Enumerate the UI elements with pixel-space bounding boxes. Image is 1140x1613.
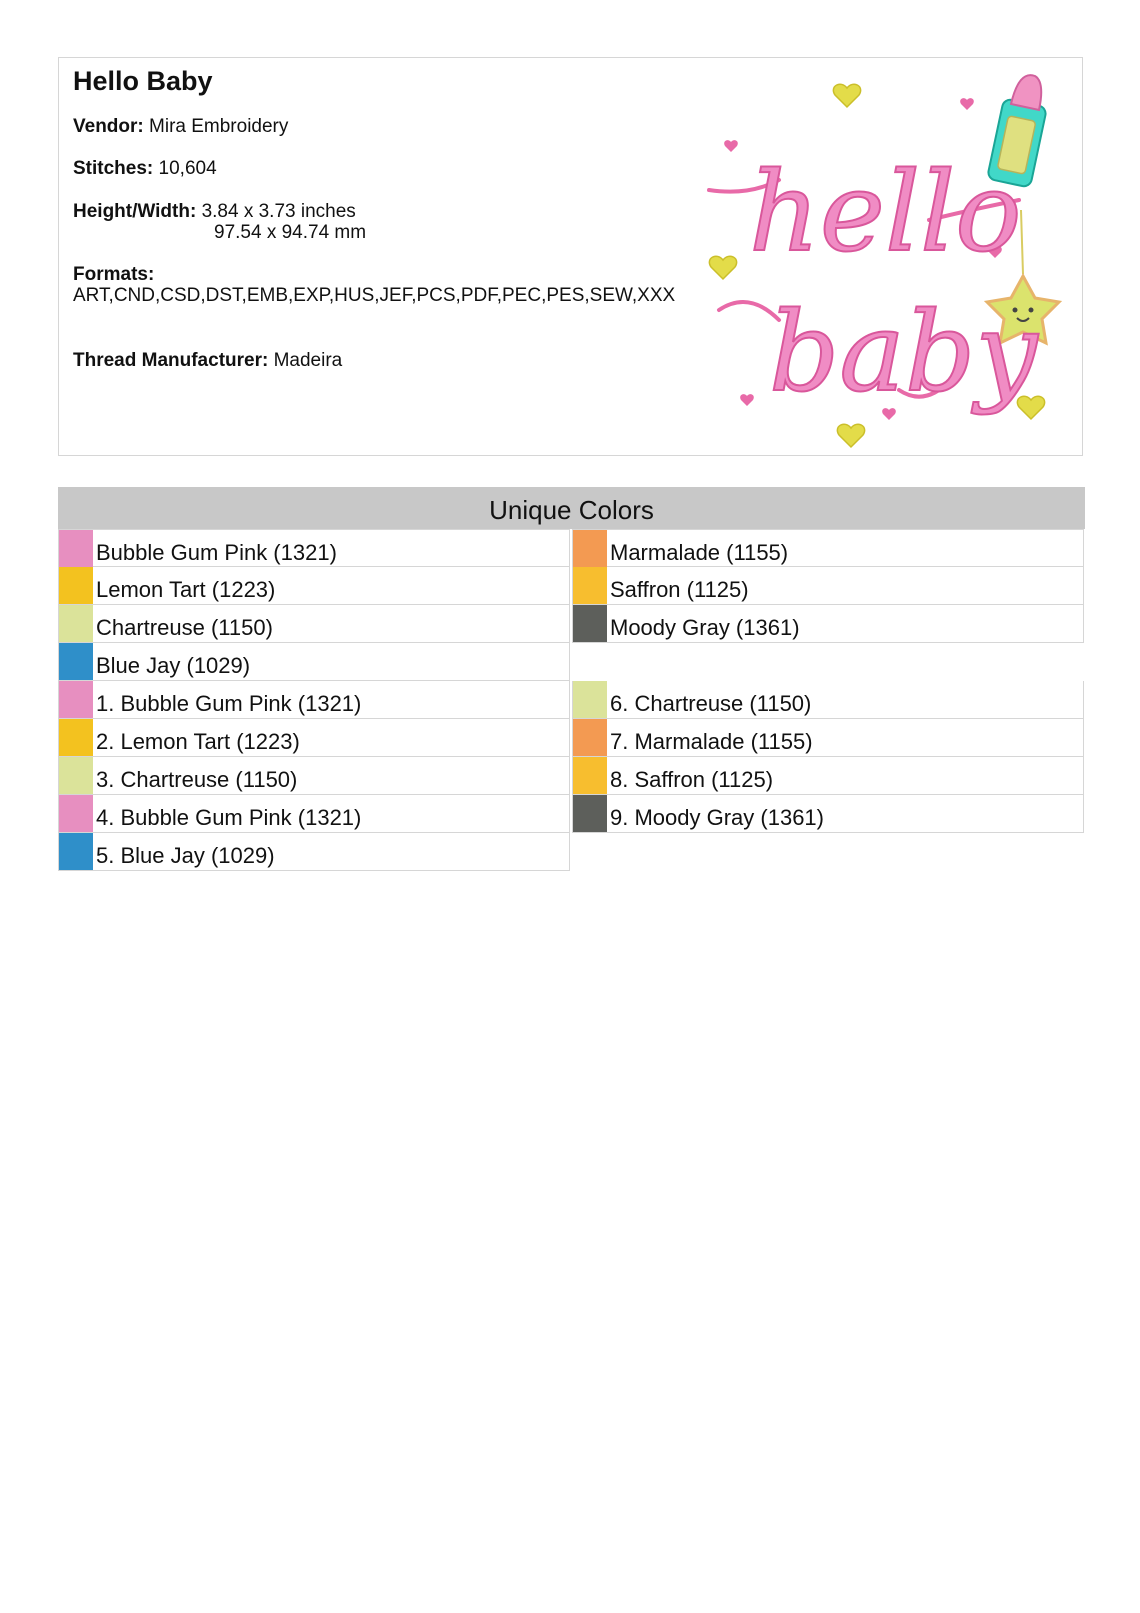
color-label: 7. Marmalade (1155) xyxy=(610,729,813,754)
stitches-field xyxy=(73,158,217,179)
color-swatch xyxy=(59,681,93,718)
stitches-label: Stitches: xyxy=(73,158,154,179)
color-row xyxy=(572,757,1084,795)
svg-text:hello: hello xyxy=(749,148,1022,276)
color-row xyxy=(58,529,570,567)
color-label: 2. Lemon Tart (1223) xyxy=(96,729,300,754)
height-width-inches: 3.84 x 3.73 inches xyxy=(201,201,356,222)
color-label: Marmalade (1155) xyxy=(610,540,789,565)
color-row xyxy=(58,681,570,719)
color-row xyxy=(58,719,570,757)
color-row xyxy=(572,529,1084,567)
formats-label: Formats: xyxy=(73,264,155,285)
color-label: 4. Bubble Gum Pink (1321) xyxy=(96,805,362,830)
hello-baby-lettering xyxy=(709,148,1039,416)
color-label: Saffron (1125) xyxy=(610,577,749,602)
design-info-panel xyxy=(58,57,1083,456)
color-swatch xyxy=(573,567,607,604)
color-swatch xyxy=(59,795,93,832)
design-title: Hello Baby xyxy=(73,66,213,96)
height-width-field xyxy=(73,201,366,243)
thread-manufacturer-label: Thread Manufacturer: xyxy=(73,350,269,371)
color-label: Lemon Tart (1223) xyxy=(96,577,276,602)
color-row xyxy=(58,605,570,643)
height-width-mm: 97.54 x 94.74 mm xyxy=(214,222,367,243)
color-label: 3. Chartreuse (1150) xyxy=(96,767,298,792)
color-swatch xyxy=(59,719,93,756)
color-row xyxy=(572,605,1084,643)
stitches-value: 10,604 xyxy=(158,158,217,179)
design-preview-image xyxy=(699,60,1079,454)
color-label: 9. Moody Gray (1361) xyxy=(610,805,824,830)
vendor-field xyxy=(73,116,288,137)
color-swatch xyxy=(59,757,93,794)
color-label: 5. Blue Jay (1029) xyxy=(96,843,275,868)
formats-field xyxy=(73,264,683,306)
color-swatch xyxy=(59,530,93,567)
color-label: 1. Bubble Gum Pink (1321) xyxy=(96,691,362,716)
color-swatch xyxy=(59,567,93,604)
color-row xyxy=(58,567,570,605)
thread-manufacturer-field xyxy=(73,350,342,371)
height-width-label: Height/Width: xyxy=(73,201,197,222)
color-label: 6. Chartreuse (1150) xyxy=(610,691,812,716)
color-swatch xyxy=(573,757,607,794)
svg-text:baby: baby xyxy=(769,288,1038,416)
color-label: Bubble Gum Pink (1321) xyxy=(96,540,337,565)
color-label: 8. Saffron (1125) xyxy=(610,767,774,792)
color-swatch xyxy=(573,719,607,756)
color-swatch xyxy=(59,643,93,680)
color-label: Chartreuse (1150) xyxy=(96,615,273,640)
color-row xyxy=(58,833,570,871)
color-swatch xyxy=(573,795,607,832)
color-swatch xyxy=(573,530,607,567)
unique-colors-header: Unique Colors xyxy=(58,487,1085,529)
thread-manufacturer-value: Madeira xyxy=(273,350,343,371)
color-row xyxy=(572,567,1084,605)
color-swatch xyxy=(573,605,607,642)
color-swatch xyxy=(59,833,93,870)
color-row xyxy=(572,719,1084,757)
formats-value: ART,CND,CSD,DST,EMB,EXP,HUS,JEF,PCS,PDF,PEC,PES,SEW,XXX xyxy=(73,285,676,306)
color-row xyxy=(572,681,1084,719)
color-swatch xyxy=(573,681,607,718)
color-row xyxy=(58,757,570,795)
color-row xyxy=(58,795,570,833)
unique-colors-table xyxy=(58,487,1085,868)
color-row xyxy=(58,643,570,681)
color-label: Blue Jay (1029) xyxy=(96,653,251,678)
vendor-label: Vendor: xyxy=(73,116,144,137)
color-swatch xyxy=(59,605,93,642)
vendor-value: Mira Embroidery xyxy=(149,116,289,137)
color-label: Moody Gray (1361) xyxy=(610,615,800,640)
color-row xyxy=(572,795,1084,833)
